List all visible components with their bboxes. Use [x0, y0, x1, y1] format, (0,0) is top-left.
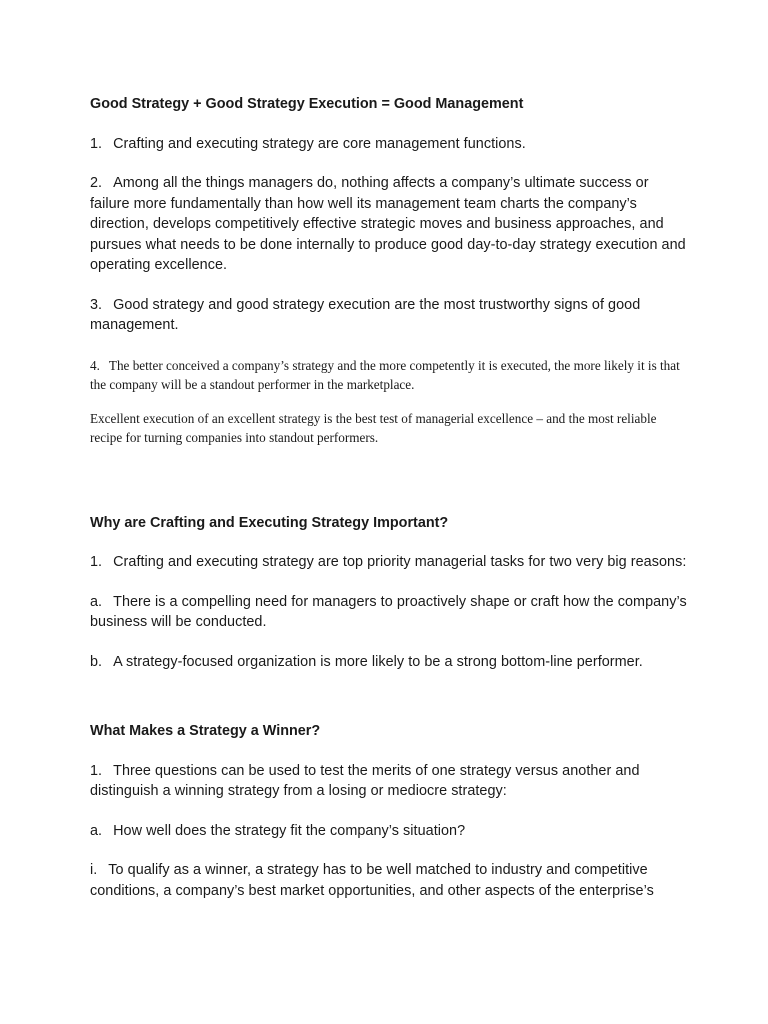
- list-marker: 1.: [90, 762, 103, 779]
- list-marker: i.: [90, 862, 98, 878]
- list-marker: 3.: [90, 296, 103, 313]
- list-item: [90, 552, 690, 573]
- document-body: [90, 94, 690, 901]
- list-marker: 1.: [90, 135, 103, 152]
- list-item: [90, 173, 690, 276]
- list-item: [90, 652, 690, 673]
- list-item: [90, 761, 690, 802]
- list-item-text: How well does the strategy fit the company’s situation?: [113, 822, 466, 839]
- section-heading-good-management: Good Strategy + Good Strategy Execution = Good Management: [90, 96, 524, 112]
- list-item-text: Good strategy and good strategy execution are the most trustworthy signs of good management.: [90, 296, 641, 333]
- list-item-text: Crafting and executing strategy are core management functions.: [113, 135, 526, 152]
- list-marker: a.: [90, 593, 103, 610]
- list-item-text: There is a compelling need for managers to proactively shape or craft how the company’s business will be conducted.: [90, 593, 687, 630]
- list-item-text: A strategy-focused organization is more likely to be a strong bottom-line performer.: [113, 653, 643, 670]
- list-item-text: The better conceived a company’s strategy and the more competently it is executed, the more likely it is that the company will be a standout performer in the marketplace.: [90, 357, 680, 392]
- list-marker: a.: [90, 822, 103, 839]
- section-heading-why-important: Why are Crafting and Executing Strategy Important?: [90, 514, 449, 531]
- list-marker: 2.: [90, 175, 103, 191]
- closing-paragraph: Excellent execution of an excellent strategy is the best test of managerial excellence – and the most reliable recipe for turning companies into standout performers.: [90, 410, 657, 445]
- list-item: [90, 821, 690, 842]
- list-item-text: Among all the things managers do, nothing affects a company’s ultimate success or failure more fundamentally than how well its management team charts the company’s direction, develops competitively effective strategic moves and business approaches, and pursues what needs to be done internally to produce good day-to-day strategy execution and operating excellence.: [90, 175, 686, 273]
- list-item: [90, 592, 690, 633]
- list-item: [90, 356, 690, 395]
- list-item-text: Three questions can be used to test the merits of one strategy versus another and distinguish a winning strategy from a losing or mediocre strategy:: [90, 762, 640, 799]
- list-item-text: Crafting and executing strategy are top priority managerial tasks for two very big reasons:: [113, 554, 687, 570]
- list-marker: 1.: [90, 554, 103, 570]
- list-marker: b.: [90, 653, 103, 670]
- list-item: [90, 860, 690, 901]
- list-marker: 4.: [90, 357, 100, 373]
- section-heading-strategy-winner: What Makes a Strategy a Winner?: [90, 723, 321, 739]
- list-item: [90, 134, 690, 155]
- list-item: [90, 295, 690, 336]
- list-item-text: To qualify as a winner, a strategy has to be well matched to industry and competitive conditions, a company’s best market opportunities, and other aspects of the enterprise’s: [90, 862, 654, 899]
